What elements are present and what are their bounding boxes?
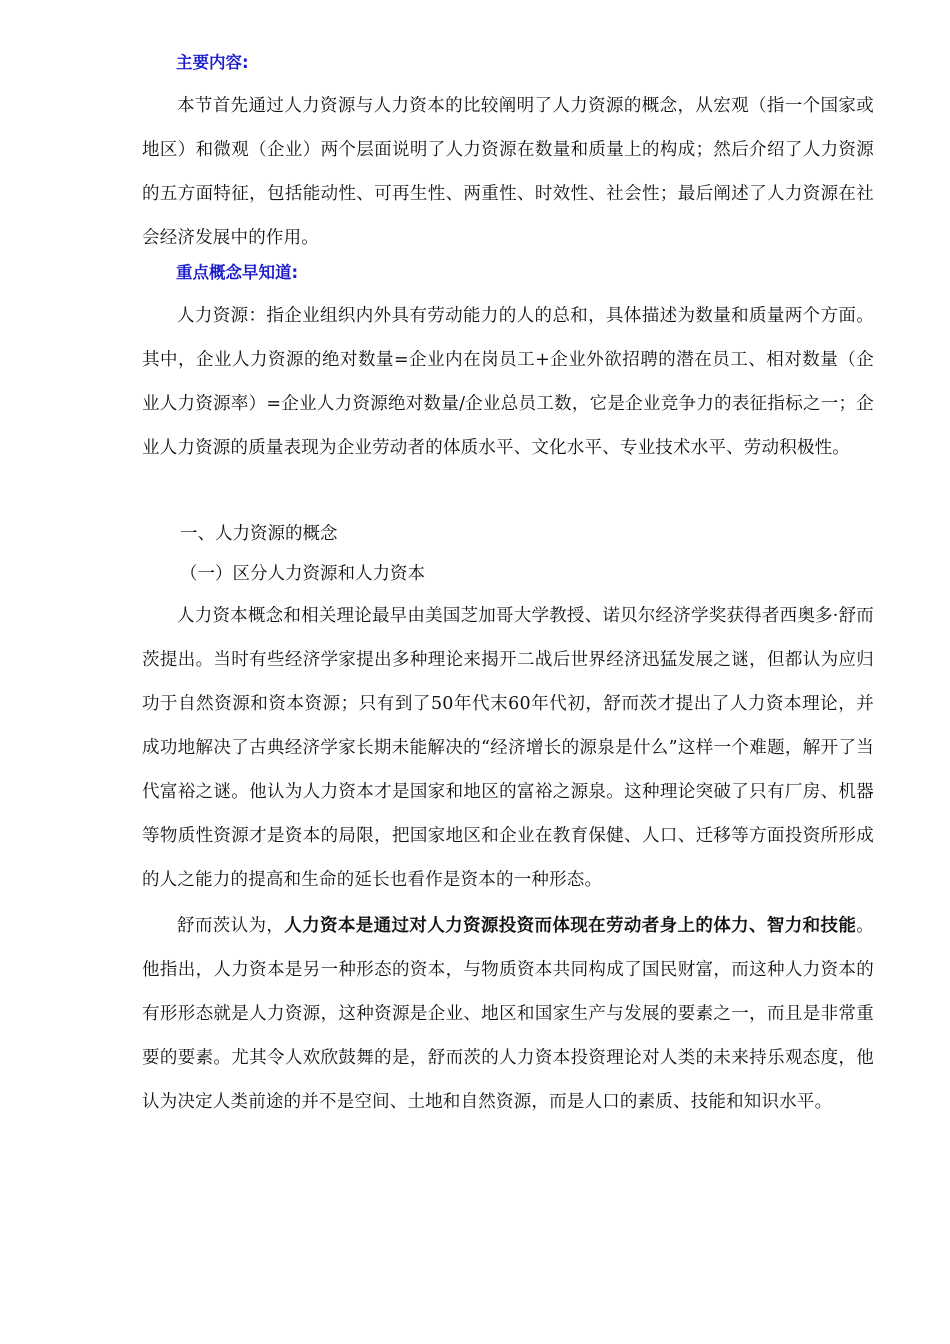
section-subtitle: （一）区分人力资源和人力资本 [180,564,425,584]
para2-lead: 舒而茨认为， [177,916,285,936]
body-paragraph-2 [142,904,874,1124]
section-title: 一、人力资源的概念 [180,524,338,544]
body-paragraph-1: 人力资本概念和相关理论最早由美国芝加哥大学教授、诺贝尔经济学奖获得者西奥多·舒而茨提出。当时有些经济学家提出多种理论来揭开二战后世界经济迅猛发展之谜，但都认为应归功于自然资源和资本资源；只有到了50年代末60年代初，舒而茨才提出了人力资本理论，并成功地解决了古典经济学家长期未能解决的“经济增长的源泉是什么”这样一个难题，解开了当代富裕之谜。他认为人力资本才是国家和地区的富裕之源泉。这种理论突破了只有厂房、机器等物质性资源才是资本的局限，把国家地区和企业在教育保健、人口、迁移等方面投资所形成的人之能力的提高和生命的延长也看作是资本的一种形态。 [142,606,874,890]
key-concepts-heading: 重点概念早知道: [176,263,299,282]
para2-bold-definition: 人力资本是通过对人力资源投资而体现在劳动者身上的体力、智力和技能 [284,916,857,936]
summary-heading: 主要内容: [176,53,249,72]
key-concepts-paragraph: 人力资源：指企业组织内外具有劳动能力的人的总和，具体描述为数量和质量两个方面。其中，企业人力资源的绝对数量=企业内在岗员工+企业外欲招聘的潜在员工、相对数量（企业人力资源率）=企业人力资源绝对数量/企业总员工数，它是企业竞争力的表征指标之一；企业人力资源的质量表现为企业劳动者的体质水平、文化水平、专业技术水平、劳动积极性。 [142,306,874,458]
document-content [142,48,874,1124]
para2-rest: 。他指出，人力资本是另一种形态的资本，与物质资本共同构成了国民财富，而这种人力资本的有形形态就是人力资源，这种资源是企业、地区和国家生产与发展的要素之一，而且是非常重要的要素。尤其令人欢欣鼓舞的是，舒而茨的人力资本投资理论对人类的未来持乐观态度，他认为决定人类前途的并不是空间、土地和自然资源，而是人口的素质、技能和知识水平。 [142,916,874,1112]
summary-paragraph: 本节首先通过人力资源与人力资本的比较阐明了人力资源的概念，从宏观（指一个国家或地区）和微观（企业）两个层面说明了人力资源在数量和质量上的构成；然后介绍了人力资源的五方面特征，包括能动性、可再生性、两重性、时效性、社会性；最后阐述了人力资源在社会经济发展中的作用。 [142,96,874,248]
